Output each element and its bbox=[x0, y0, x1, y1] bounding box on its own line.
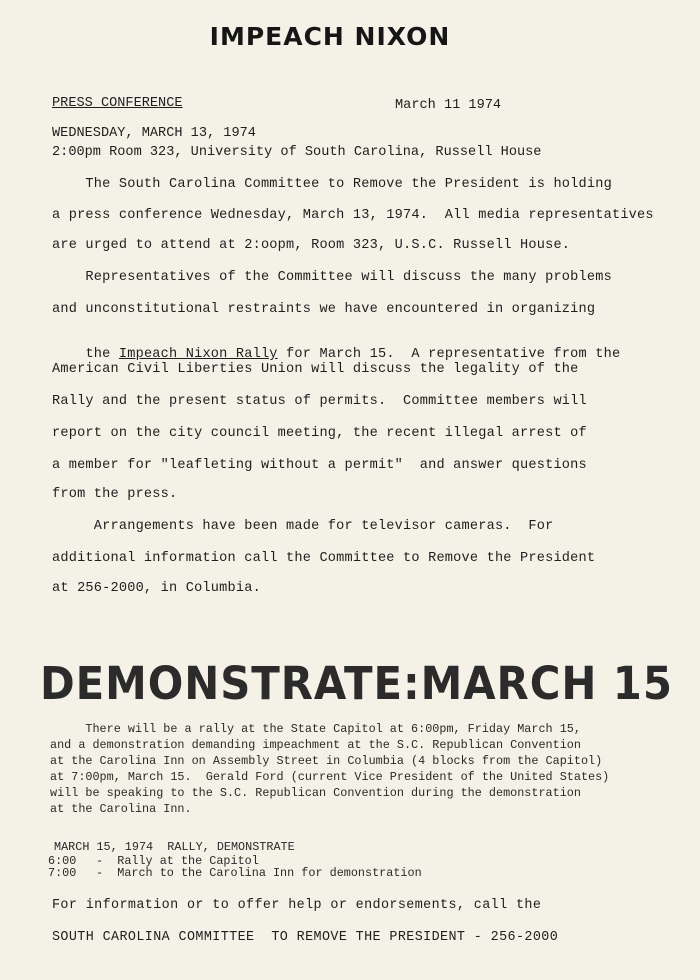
rally-line: at the Carolina Inn. bbox=[50, 802, 192, 816]
schedule-time: 6:00 bbox=[48, 854, 77, 868]
press-date: March 11 1974 bbox=[395, 98, 502, 113]
paragraph-line: from the press. bbox=[52, 487, 178, 502]
rally-line: and a demonstration demanding impeachment at the S.C. Republican Convention bbox=[50, 738, 581, 752]
press-conference-title: PRESS CONFERENCE bbox=[52, 96, 183, 111]
event-place-line: 2:00pm Room 323, University of South Carolina, Russell House bbox=[52, 145, 542, 160]
paragraph-line: Representatives of the Committee will discuss the many problems bbox=[52, 270, 612, 285]
impeach-nixon-rally-text: Impeach Nixon Rally bbox=[118, 347, 278, 362]
paragraph-line: The South Carolina Committee to Remove the President is holding bbox=[52, 177, 612, 192]
schedule-title: MARCH 15, 1974 RALLY, DEMONSTRATE bbox=[54, 840, 295, 854]
event-date-line: WEDNESDAY, MARCH 13, 1974 bbox=[52, 126, 256, 141]
rally-line: at the Carolina Inn on Assembly Street in Columbia (4 blocks from the Capitol) bbox=[50, 754, 603, 768]
paragraph-line: are urged to attend at 2:oopm, Room 323, U.S.C. Russell House. bbox=[52, 238, 571, 253]
rally-line: will be speaking to the S.C. Republican Convention during the demonstration bbox=[50, 786, 581, 800]
schedule-desc: - March to the Carolina Inn for demonstration bbox=[96, 866, 422, 880]
footer-line: SOUTH CAROLINA COMMITTEE TO REMOVE THE PRESIDENT - 256-2000 bbox=[52, 930, 559, 945]
paragraph-line: American Civil Liberties Union will discuss the legality of the bbox=[52, 362, 579, 377]
paragraph-line: Rally and the present status of permits. Committee members will bbox=[52, 394, 587, 409]
rally-line: at 7:00pm, March 15. Gerald Ford (current Vice President of the United States) bbox=[50, 770, 610, 784]
schedule-time: 7:00 bbox=[48, 866, 77, 880]
paragraph-line: a member for "leafleting without a permit" and answer questions bbox=[52, 458, 587, 473]
text-fragment: for March 15. A representative from the bbox=[277, 347, 621, 362]
rally-line: There will be a rally at the State Capitol at 6:00pm, Friday March 15, bbox=[50, 722, 581, 736]
paragraph-line: at 256-2000, in Columbia. bbox=[52, 581, 261, 596]
paragraph-line: Arrangements have been made for televisor cameras. For bbox=[52, 519, 554, 534]
paragraph-line: additional information call the Committee to Remove the President bbox=[52, 551, 596, 566]
footer-line: For information or to offer help or endorsements, call the bbox=[52, 898, 542, 913]
text-fragment: the bbox=[85, 347, 119, 362]
headline: IMPEACH NIXON bbox=[209, 22, 451, 51]
paragraph-line: a press conference Wednesday, March 13, 1974. All media representatives bbox=[52, 208, 654, 223]
demonstrate-headline: DEMONSTRATE:MARCH 15 bbox=[40, 657, 673, 710]
paragraph-line: report on the city council meeting, the recent illegal arrest of bbox=[52, 426, 587, 441]
schedule-desc: - Rally at the Capitol bbox=[96, 854, 259, 868]
paragraph-line: and unconstitutional restraints we have encountered in organizing bbox=[52, 302, 596, 317]
